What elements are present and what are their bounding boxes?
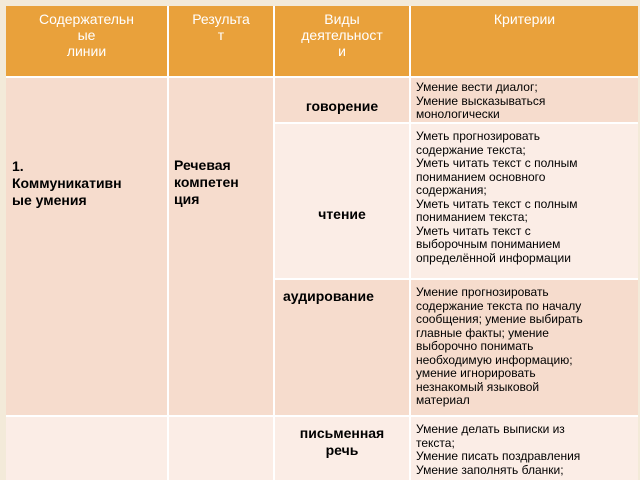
criteria-speaking: Умение вести диалог; Умение высказываться монологически — [411, 78, 638, 122]
activity-writing: письменная речь — [275, 417, 409, 480]
header-result: Результа т — [169, 6, 273, 76]
activity-reading: чтение — [275, 124, 409, 278]
result-empty-cell — [169, 417, 273, 480]
criteria-table — [6, 6, 638, 480]
content-line-empty-cell — [6, 417, 167, 480]
activity-listening: аудирование — [275, 280, 409, 415]
criteria-listening: Умение прогнозировать содержание текста по началу сообщения; умение выбирать главные факты; умение выборочно понимать необходимую информацию; умение игнорировать незнакомый языковой материал — [411, 280, 638, 415]
criteria-writing: Умение делать выписки из текста; Умение писать поздравления Умение заполнять бланки; — [411, 417, 638, 480]
header-activity: Виды деятельност и — [275, 6, 409, 76]
content-line-cell: 1. Коммуникативн ые умения — [6, 78, 167, 415]
header-criteria: Критерии — [411, 6, 638, 76]
activity-speaking: говорение — [275, 78, 409, 122]
criteria-reading: Уметь прогнозировать содержание текста; Уметь читать текст с полным пониманием основного содержания; Уметь читать текст с полным пониманием текста; Уметь читать текст с выборочным пониманием определённой информации — [411, 124, 638, 278]
result-cell: Речевая компетен ция — [169, 78, 273, 415]
header-lines: Содержательн ые линии — [6, 6, 167, 76]
